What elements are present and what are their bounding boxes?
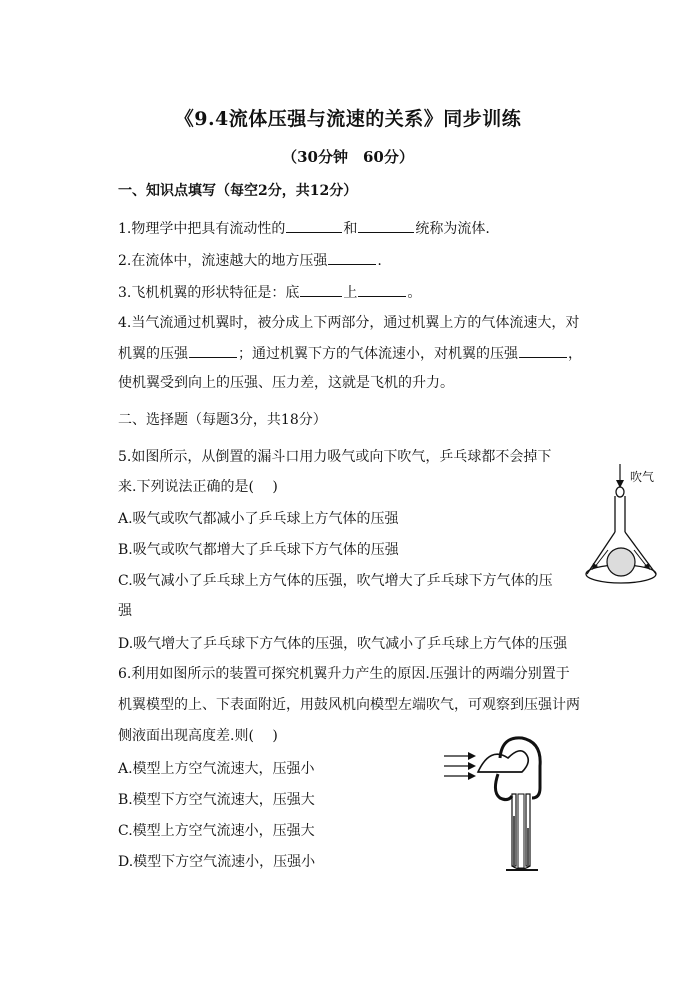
q5-option-c-line-2: 强 <box>118 603 132 619</box>
q4-text-b: ；通过机翼下方的气体流速小，对机翼的压强 <box>238 346 518 362</box>
q5-option-d: D.吸气增大了乒乓球下方气体的压强，吹气减小了乒乓球上方气体的压强 <box>118 636 568 652</box>
question-4-line-1: 4.当气流通过机翼时，被分成上下两部分，通过机翼上方的气体流速大，对 <box>118 315 580 331</box>
question-6-line-2: 机翼模型的上、下表面附近，用鼓风机向模型左端吹气，可观察到压强计两 <box>118 697 580 713</box>
q6-option-c: C.模型上方空气流速小，压强大 <box>118 823 315 839</box>
q1-text-b: 和 <box>343 221 358 237</box>
q1-text-a: 1.物理学中把具有流动性的 <box>118 221 286 237</box>
funnel-label: 吹气 <box>630 470 655 484</box>
q6-option-a: A.模型上方空气流速大，压强小 <box>118 761 315 777</box>
question-1 <box>118 218 490 239</box>
section2-heading: 二、选择题（每题3分，共18分） <box>118 412 327 428</box>
wing-model-drawing <box>440 732 560 874</box>
section1-heading: 一、知识点填写（每空2分，共12分） <box>118 183 358 199</box>
question-6-line-1: 6.利用如图所示的装置可探究机翼升力产生的原因.压强计的两端分别置于 <box>118 666 570 682</box>
q3-blank-1 <box>300 282 342 297</box>
q3-blank-2 <box>358 282 406 297</box>
q3-text-b: 上 <box>343 285 358 301</box>
funnel-figure <box>584 462 664 592</box>
q4-blank-1 <box>189 343 237 358</box>
q1-blank-2 <box>358 218 414 233</box>
question-3 <box>118 282 421 303</box>
q2-text-a: 2.在流体中，流速越大的地方压强 <box>118 253 328 269</box>
question-4-line-3: 使机翼受到向上的压强、压力差，这就是飞机的升力。 <box>118 375 454 391</box>
question-6-line-3: 侧液面出现高度差.则( ) <box>118 728 278 744</box>
q3-text-a: 3.飞机机翼的形状特征是：底 <box>118 285 300 301</box>
q5-option-c-line-1: C.吸气减小了乒乓球上方气体的压强，吹气增大了乒乓球下方气体的压 <box>118 573 553 589</box>
question-2 <box>118 250 382 271</box>
q2-text-b: . <box>377 253 382 269</box>
wing-model-figure <box>440 732 560 874</box>
q1-blank-1 <box>286 218 342 233</box>
q3-text-c: 。 <box>407 285 422 301</box>
q4-blank-2 <box>519 343 567 358</box>
q1-text-c: 统称为流体. <box>415 221 490 237</box>
q5-option-b: B.吸气或吹气都增大了乒乓球下方气体的压强 <box>118 542 399 558</box>
q4-text-a: 机翼的压强 <box>118 346 188 362</box>
page-title: 《9.4流体压强与流速的关系》同步训练 <box>174 108 522 130</box>
q4-text-c: ， <box>568 346 582 362</box>
q2-blank-1 <box>328 250 376 265</box>
page-subtitle: （30分钟 60分） <box>282 148 414 166</box>
q6-option-b: B.模型下方空气流速大，压强大 <box>118 792 315 808</box>
question-4-line-2 <box>118 343 582 364</box>
q6-option-d: D.模型下方空气流速小，压强小 <box>118 854 316 870</box>
question-5-line-1: 5.如图所示，从倒置的漏斗口用力吸气或向下吹气，乒乓球都不会掉下 <box>118 449 552 465</box>
question-5-line-2: 来.下列说法正确的是( ) <box>118 479 278 495</box>
q5-option-a: A.吸气或吹气都减小了乒乓球上方气体的压强 <box>118 511 399 527</box>
